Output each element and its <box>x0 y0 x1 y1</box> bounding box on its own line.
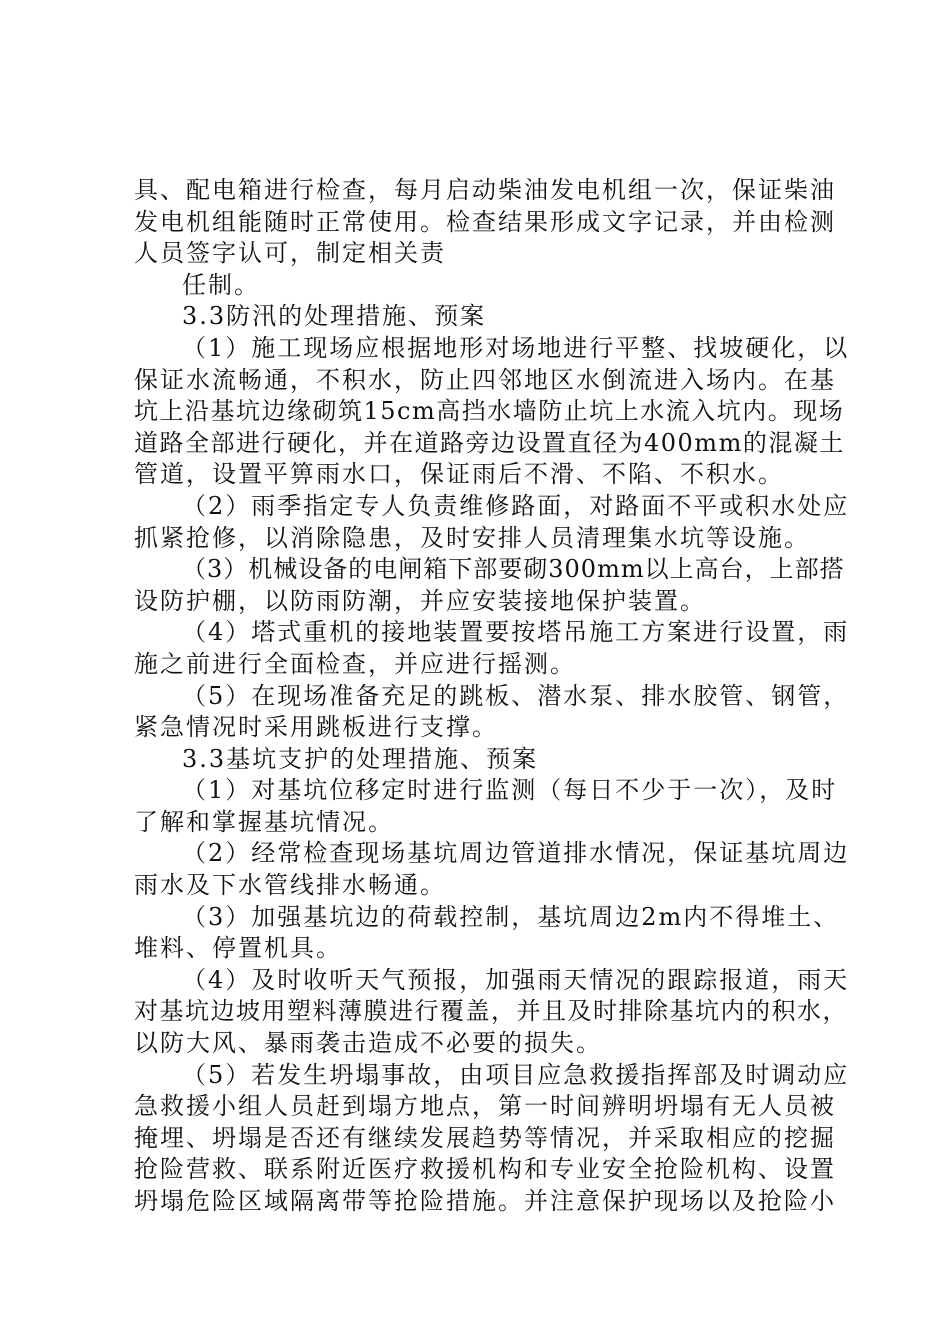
text-line: 管道，设置平箅雨水口，保证雨后不滑、不陷、不积水。 <box>134 460 784 489</box>
text-line: 3.3防汛的处理措施、预案 <box>182 302 487 331</box>
text-line: （1）施工现场应根据地形对场地进行平整、找坡硬化，以 <box>182 333 850 362</box>
text-line: 任制。 <box>182 270 260 299</box>
text-line: 抓紧抢修，以消除隐患，及时安排人员清理集水坑等设施。 <box>134 523 810 552</box>
text-line: 紧急情况时采用跳板进行支撑。 <box>134 713 498 742</box>
text-line: （5）在现场准备充足的跳板、潜水泵、排水胶管、钢管， <box>182 681 850 710</box>
text-line: （4）及时收听天气预报，加强雨天情况的跟踪报道，雨天 <box>182 965 850 994</box>
text-line: 3.3基坑支护的处理措施、预案 <box>182 744 539 773</box>
text-line: 施之前进行全面检查，并应进行摇测。 <box>134 649 576 678</box>
text-line: （3）机械设备的电闸箱下部要砌300mm以上高台，上部搭 <box>182 555 845 584</box>
text-line: （3）加强基坑边的荷载控制，基坑周边2m内不得堆土、 <box>182 902 840 931</box>
text-line: 以防大风、暴雨袭击造成不必要的损失。 <box>134 1029 602 1058</box>
text-line: 堆料、停置机具。 <box>134 934 342 963</box>
text-line: （2）经常检查现场基坑周边管道排水情况，保证基坑周边 <box>182 839 850 868</box>
text-line: （4）塔式重机的接地装置要按塔吊施工方案进行设置，雨 <box>182 618 850 647</box>
text-line: 人员签字认可，制定相关责 <box>134 239 446 268</box>
text-line: 保证水流畅通，不积水，防止四邻地区水倒流进入场内。在基 <box>134 365 836 394</box>
text-line: 道路全部进行硬化，并在道路旁边设置直径为400mm的混凝土 <box>134 428 845 457</box>
text-line: 设防护棚，以防雨防潮，并应安装接地保护装置。 <box>134 586 706 615</box>
text-line: （5）若发生坍塌事故，由项目应急救援指挥部及时调动应 <box>182 1060 850 1089</box>
text-line: （1）对基坑位移定时进行监测（每日不少于一次），及时 <box>182 776 838 805</box>
text-line: 发电机组能随时正常使用。检查结果形成文字记录，并由检测 <box>134 207 836 236</box>
text-line: 坑上沿基坑边缘砌筑15cm高挡水墙防止坑上水流入坑内。现场 <box>134 397 845 426</box>
text-line: 急救援小组人员赶到塌方地点，第一时间辨明坍塌有无人员被 <box>134 1092 836 1121</box>
text-line: 掩埋、坍塌是否还有继续发展趋势等情况，并采取相应的挖掘 <box>134 1123 836 1152</box>
text-line: 坍塌危险区域隔离带等抢险措施。并注意保护现场以及抢险小 <box>134 1187 836 1215</box>
text-line: 了解和掌握基坑情况。 <box>134 807 394 836</box>
document-body <box>134 175 850 1218</box>
text-line: 雨水及下水管线排水畅通。 <box>134 871 446 900</box>
text-line: 抢险营救、联系附近医疗救援机构和专业安全抢险机构、设置 <box>134 1155 836 1184</box>
text-line: （2）雨季指定专人负责维修路面，对路面不平或积水处应 <box>182 491 850 520</box>
text-line: 具、配电箱进行检查，每月启动柴油发电机组一次，保证柴油 <box>134 176 836 204</box>
text-line: 对基坑边坡用塑料薄膜进行覆盖，并且及时排除基坑内的积水， <box>134 997 848 1026</box>
